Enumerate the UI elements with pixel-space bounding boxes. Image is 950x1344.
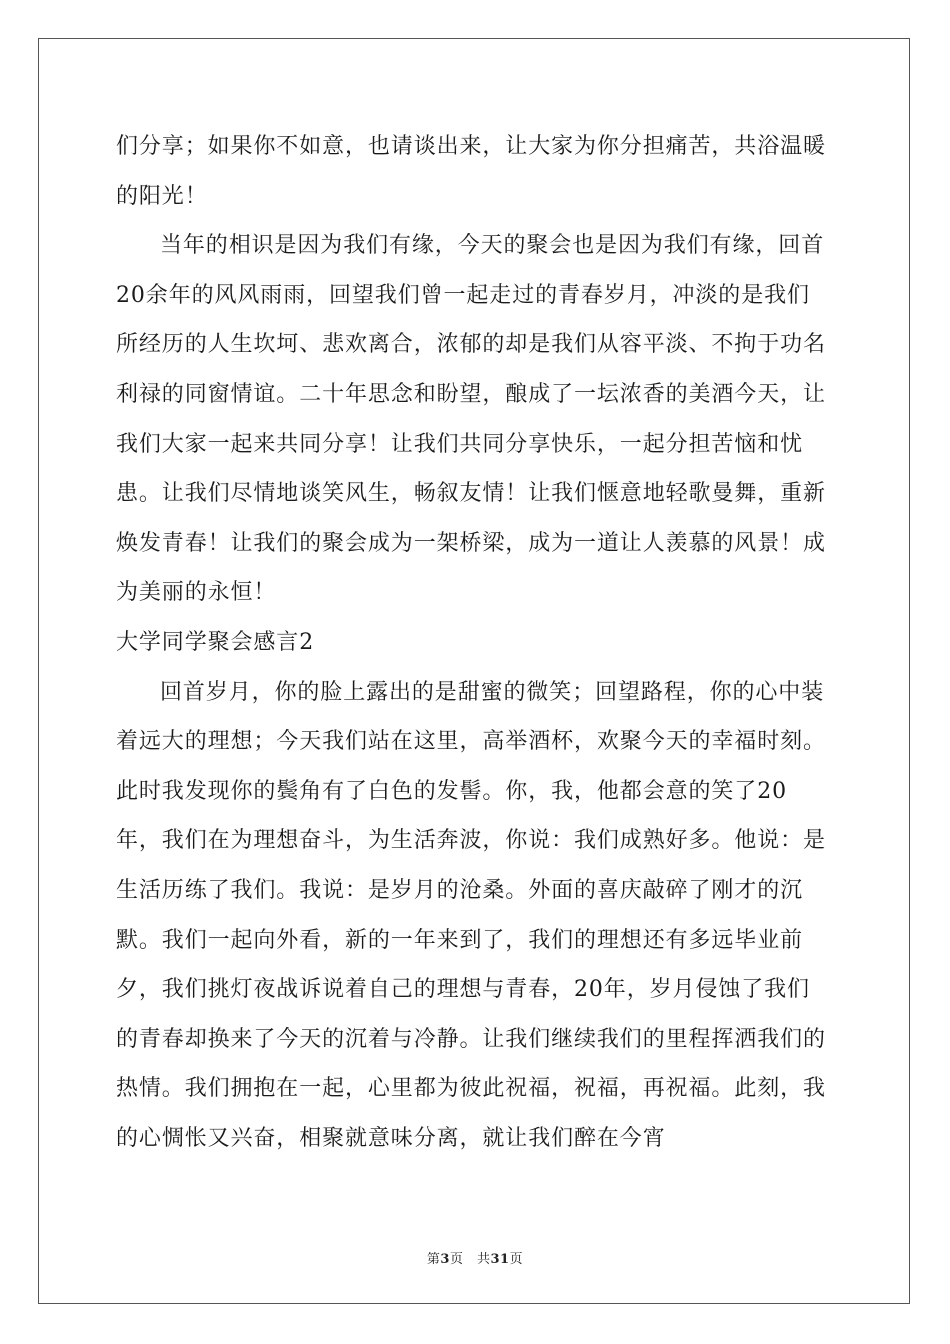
footer-mid: 页 共: [449, 1252, 491, 1267]
current-page-number: 3: [440, 1252, 450, 1267]
page-footer: [0, 1248, 950, 1267]
paragraph: 回首岁月，你的脸上露出的是甜蜜的微笑；回望路程，你的心中装着远大的理想；今天我们站在这里，高举酒杯，欢聚今天的幸福时刻。此时我发现你的鬓角有了白色的发髻。你，我，他都会意的笑了20年，我们在为理想奋斗，为生活奔波，你说：我们成熟好多。他说：是生活历练了我们。我说：是岁月的沧桑。外面的喜庆敲碎了刚才的沉默。我们一起向外看，新的一年来到了，我们的理想还有多远毕业前夕，我们挑灯夜战诉说着自己的理想与青春，20年，岁月侵蚀了我们的青春却换来了今天的沉着与冷静。让我们继续我们的里程挥洒我们的热情。我们拥抱在一起，心里都为彼此祝福，祝福，再祝福。此刻，我的心惆怅又兴奋，相聚就意味分离，就让我们醉在今宵: [116, 679, 826, 1151]
footer-suffix: 页: [509, 1252, 524, 1267]
paragraph: 们分享；如果你不如意，也请谈出来，让大家为你分担痛苦，共浴温暖的阳光！: [116, 134, 826, 209]
total-pages-number: 31: [490, 1252, 510, 1267]
paragraph: 当年的相识是因为我们有缘，今天的聚会也是因为我们有缘，回首20余年的风风雨雨，回望我们曾一起走过的青春岁月，冲淡的是我们所经历的人生坎坷、悲欢离合，浓郁的却是我们从容平淡、不拘于功名利禄的同窗情谊。二十年思念和盼望，酿成了一坛浓香的美酒今天，让我们大家一起来共同分享！让我们共同分享快乐，一起分担苦恼和忧患。让我们尽情地谈笑风生，畅叙友情！让我们惬意地轻歌曼舞，重新焕发青春！让我们的聚会成为一架桥梁，成为一道让人羡慕的风景！成为美丽的永恒！: [116, 233, 826, 606]
document-body: [116, 122, 832, 1163]
footer-prefix: 第: [426, 1252, 441, 1267]
section-heading: 大学同学聚会感言2: [116, 629, 315, 655]
